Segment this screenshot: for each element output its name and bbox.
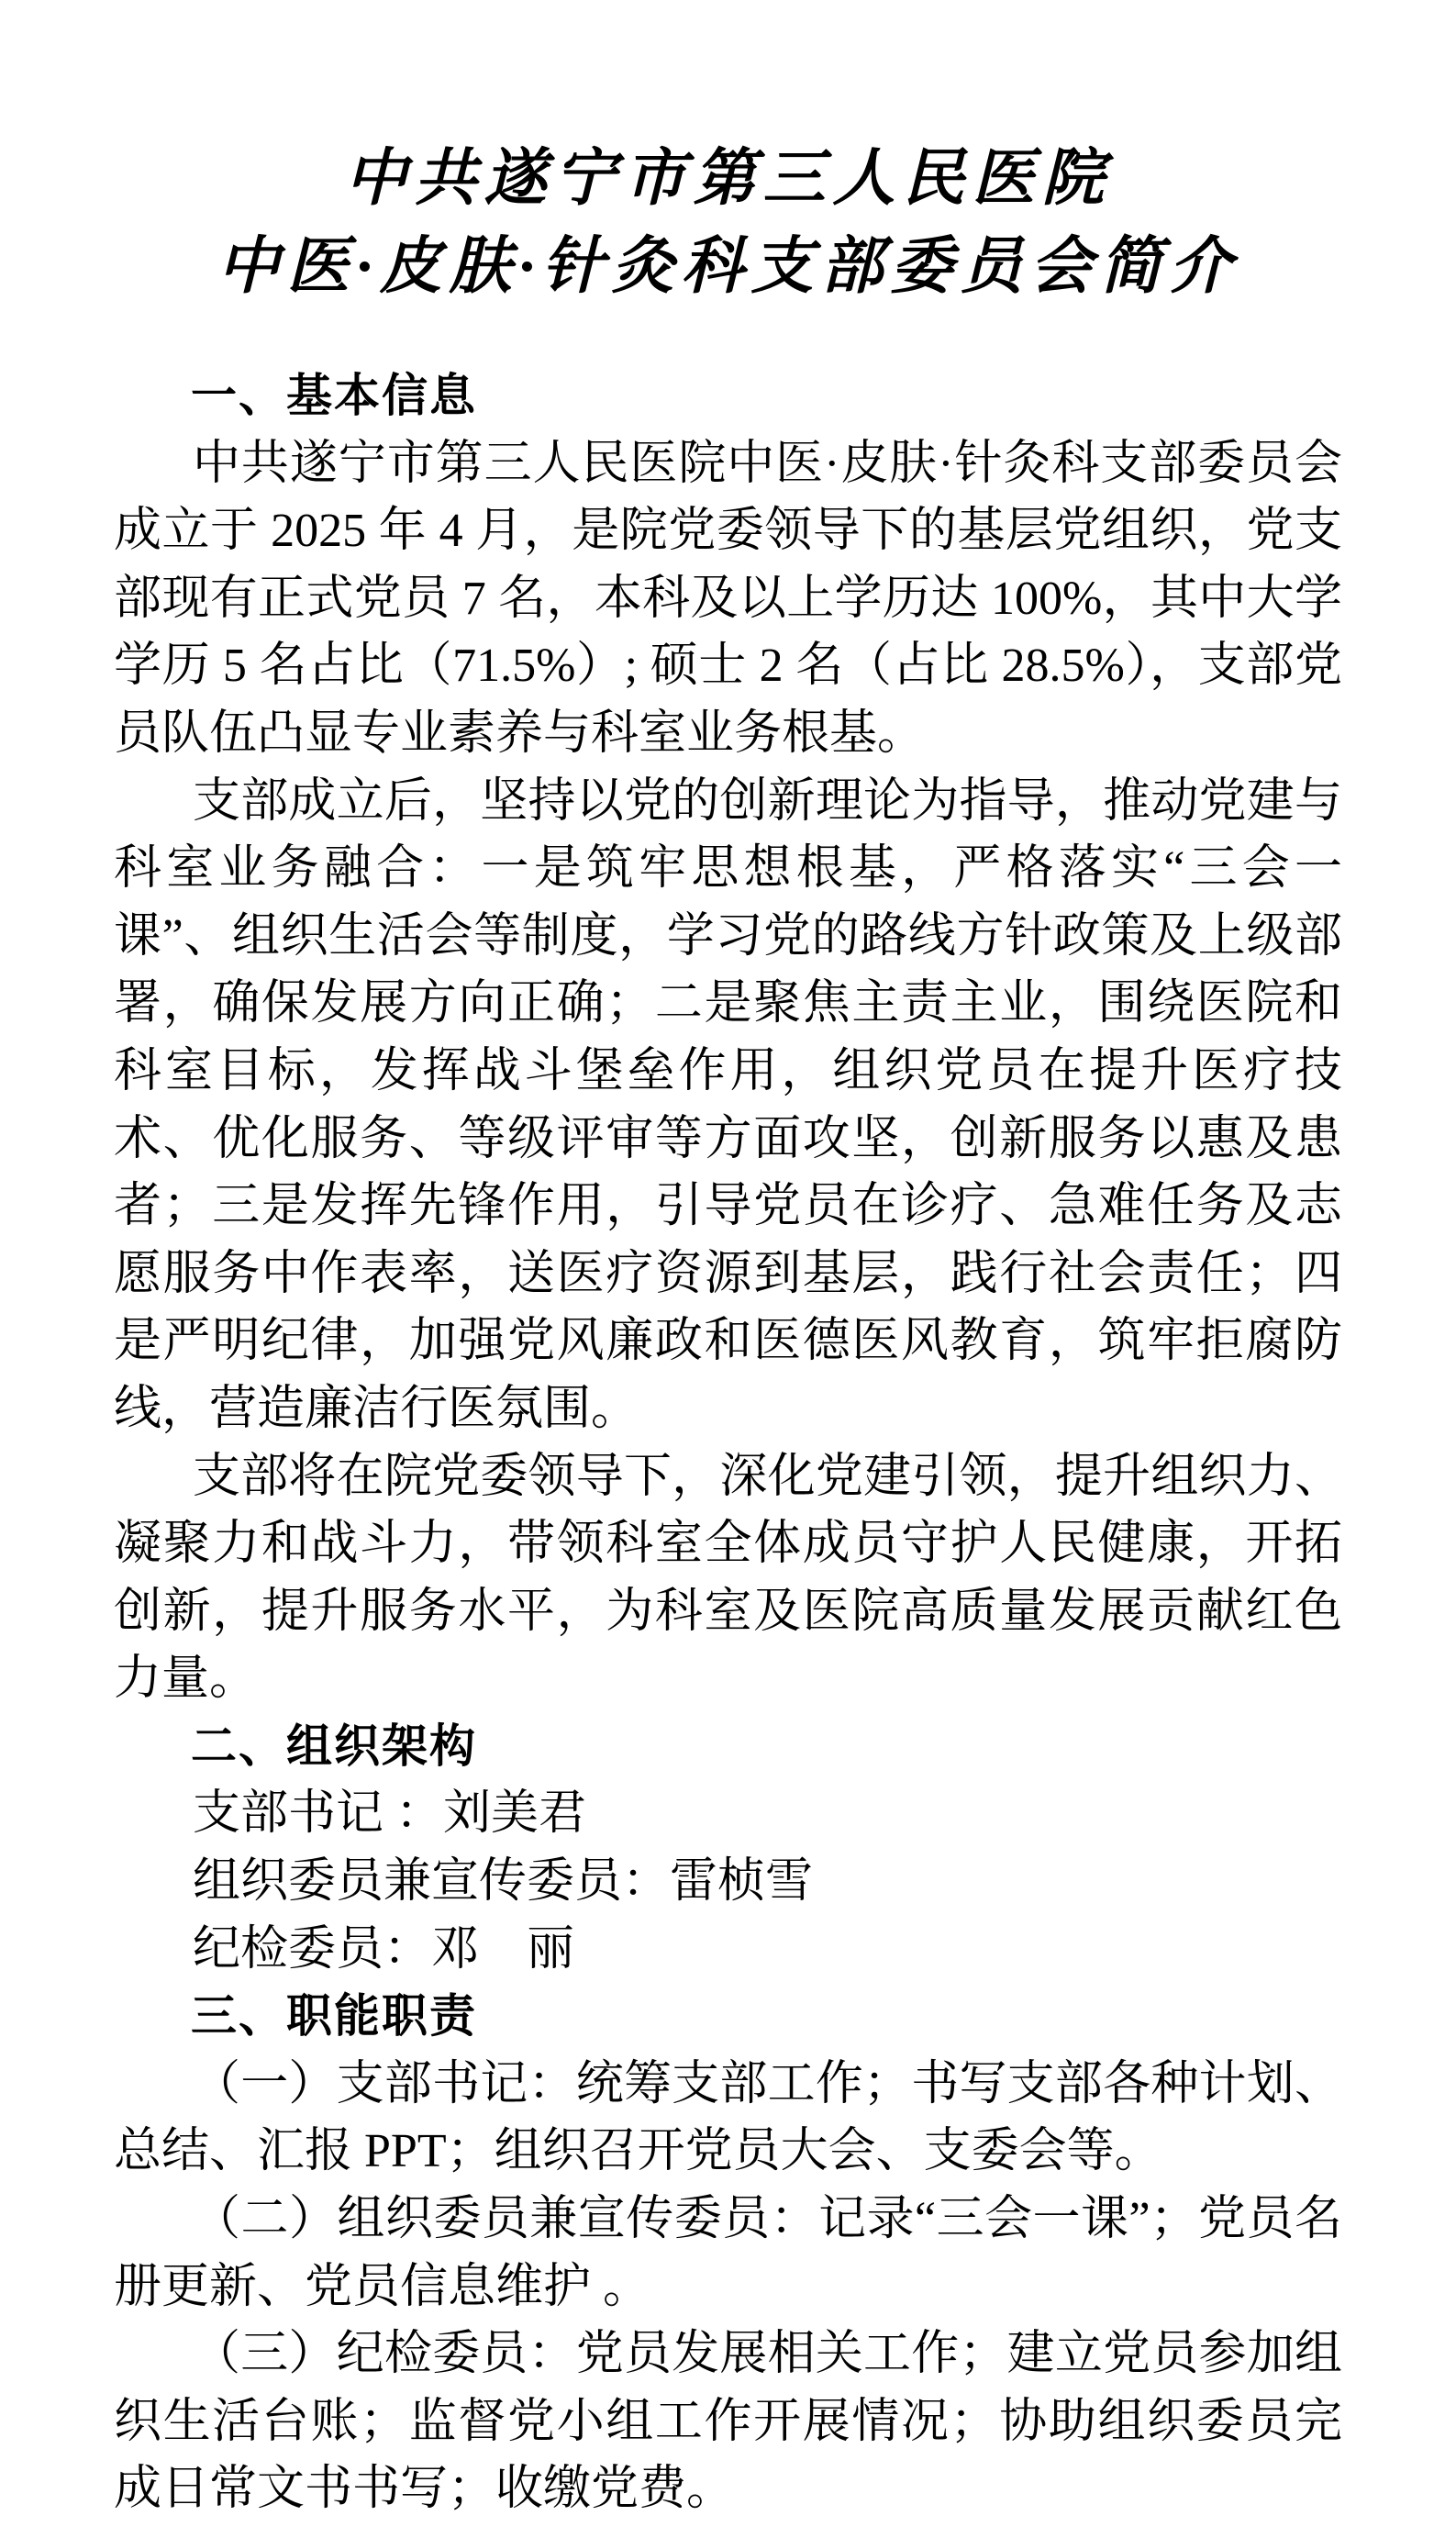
section-org-structure (114, 1713, 1342, 1983)
org-line-organization-publicity-member: 组织委员兼宣传委员：雷桢雪 (193, 1855, 814, 1909)
duties-paragraph-1: （一）支部书记：统筹支部工作；书写支部各种计划、总结、汇报 PPT；组织召开党员大会、支委会等。 (114, 2057, 1342, 2178)
section-basic-info-heading: 一、基本信息 (191, 370, 477, 421)
title-line-1: 中共遂宁市第三人民医院 (344, 143, 1112, 213)
section-basic-info (114, 362, 1342, 1713)
basic-info-paragraph-3: 支部将在院党委领导下，深化党建引领，提升组织力、凝聚力和战斗力，带领科室全体成员守护人民健康，开拓创新，提升服务水平，为科室及医院高质量发展贡献红色力量。 (114, 1450, 1342, 1706)
section-org-structure-heading: 二、组织架构 (191, 1720, 477, 1772)
document-title (114, 0, 1342, 310)
section-duties (114, 1983, 1342, 2523)
org-line-discipline-member: 纪检委员：邓 丽 (193, 1922, 575, 1976)
title-line-2: 中医·皮肤·针灸科支部委员会简介 (217, 231, 1239, 301)
section-duties-heading: 三、职能职责 (191, 1990, 477, 2043)
org-line-branch-secretary: 支部书记 ：刘美君 (193, 1787, 587, 1841)
duties-paragraph-3: （三）纪检委员：党员发展相关工作；建立党员参加组织生活台账；监督党小组工作开展情况；协助组织委员完成日常文书书写；收缴党费。 (114, 2328, 1342, 2516)
basic-info-paragraph-1: 中共遂宁市第三人民医院中医·皮肤·针灸科支部委员会成立于 2025 年 4 月，是院党委领导下的基层党组织，党支部现有正式党员 7 名，本科及以上学历达 100%，其中大学学历 5 名占比（71.5%）; 硕士 2 名（占比 28.5%），支部党员队伍凸显专业素养与科室业务根基。 (114, 437, 1342, 760)
basic-info-paragraph-2: 支部成立后，坚持以党的创新理论为指导，推动党建与科室业务融合：一是筑牢思想根基，严格落实“三会一课”、组织生活会等制度，学习党的路线方针政策及上级部署，确保发展方向正确；二是聚焦主责主业，围绕医院和科室目标，发挥战斗堡垒作用，组织党员在提升医疗技术、优化服务、等级评审等方面攻坚，创新服务以惠及患者；三是发挥先锋作用，引导党员在诊疗、急难任务及志愿服务中作表率，送医疗资源到基层，践行社会责任；四是严明纪律，加强党风廉政和医德医风教育，筑牢拒腐防线，营造廉洁行医氛围。 (114, 774, 1342, 1435)
duties-paragraph-2: （二）组织委员兼宣传委员：记录“三会一课”；党员名册更新、党员信息维护 。 (114, 2193, 1342, 2313)
